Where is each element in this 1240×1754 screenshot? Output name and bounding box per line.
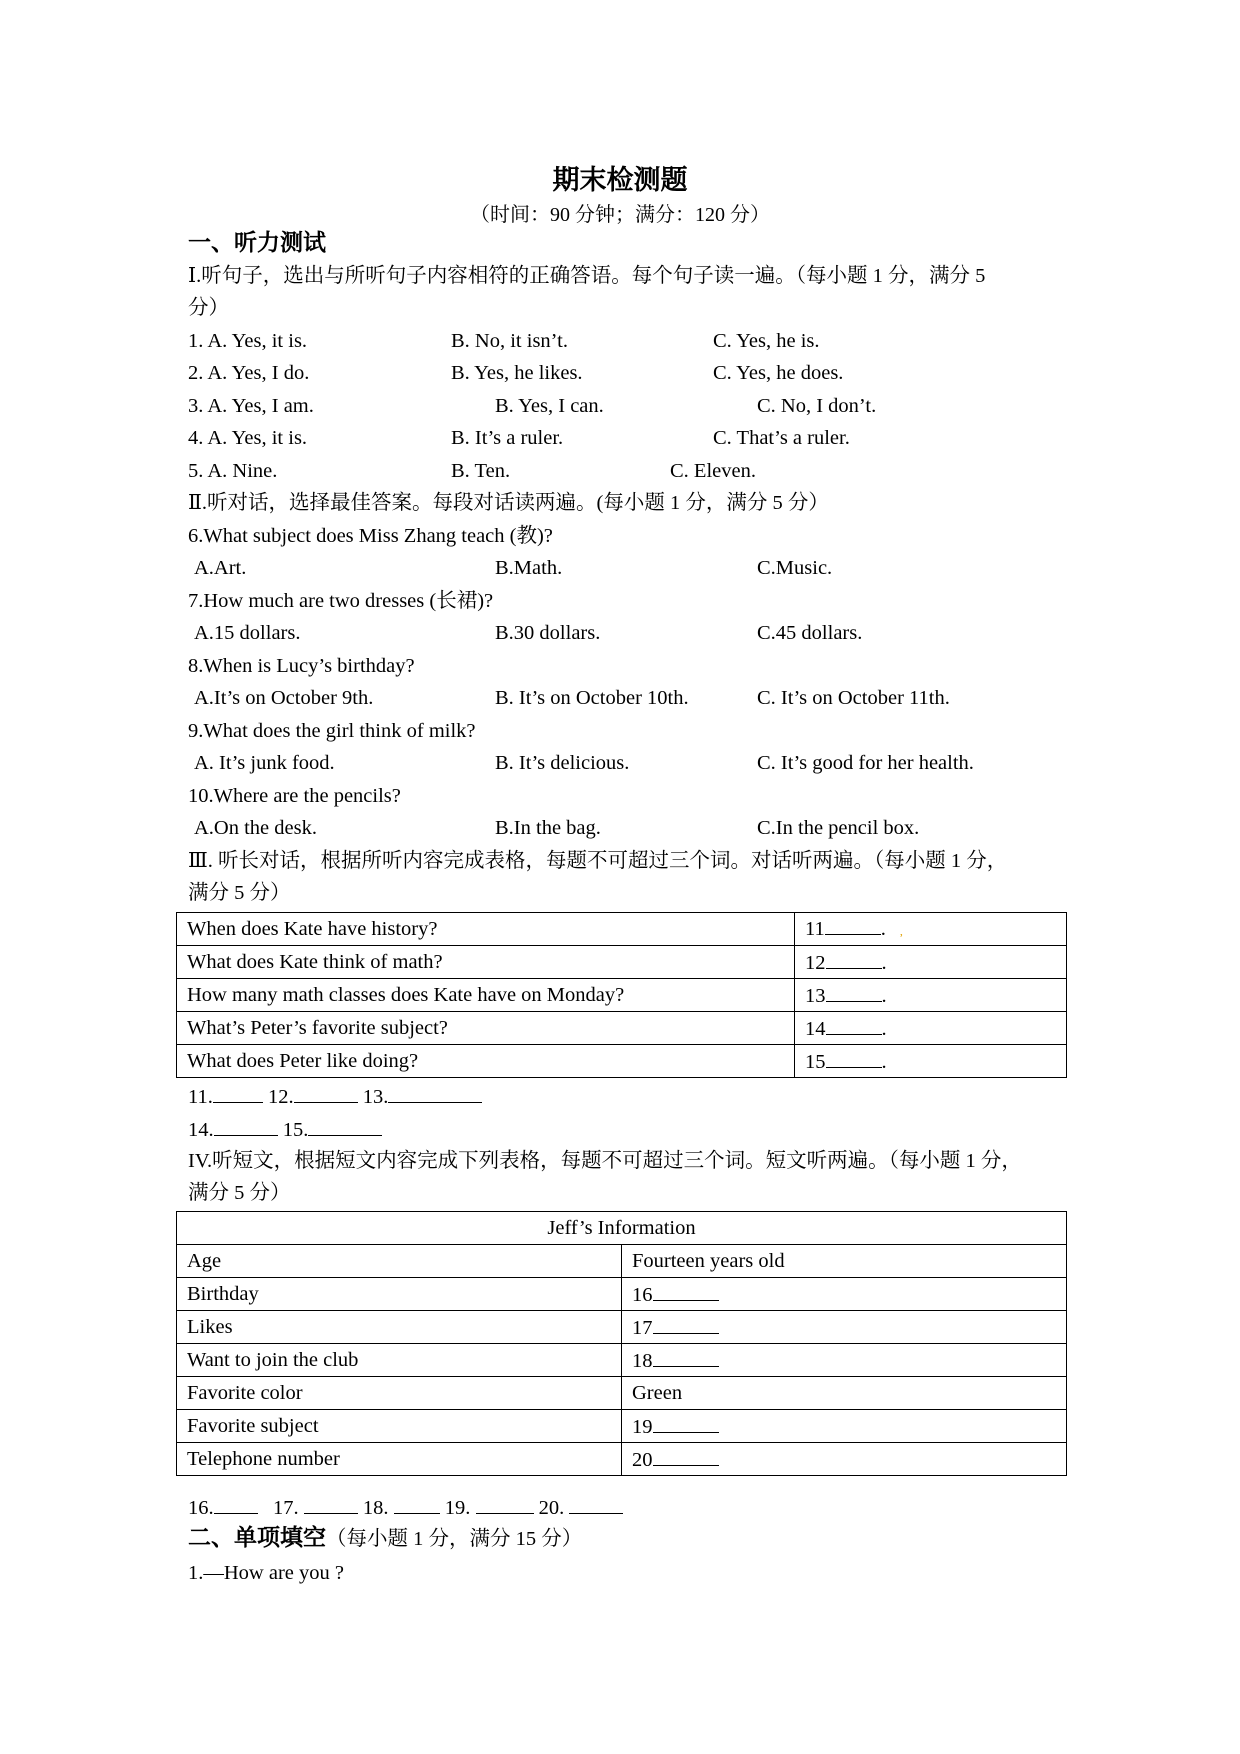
q8-question: 8.When is Lucy’s birthday? (188, 655, 415, 677)
table-cell-label: Telephone number (177, 1443, 622, 1476)
q6-option-b: B.Math. (495, 557, 563, 579)
table-row (177, 1045, 1067, 1078)
q1-option-c: C. Yes, he is. (713, 330, 820, 352)
section1-heading: 一、听力测试 (188, 230, 326, 256)
answer-blank[interactable] (394, 1493, 440, 1514)
answer-blank[interactable] (826, 948, 882, 969)
answer-label: 18. (362, 1497, 389, 1519)
answer-number: 20 (632, 1449, 653, 1471)
q9-option-c: C. It’s good for her health. (757, 752, 974, 774)
q5-option-a: 5. A. Nine. (188, 460, 278, 482)
part4-instruction: IV.听短文，根据短文内容完成下列表格，每题不可超过三个词。短文听两遍。（每小题 1 分， (188, 1150, 1022, 1172)
part3-instruction: Ⅲ. 听长对话，根据所听内容完成表格，每题不可超过三个词。对话听两遍。（每小题 1 分， (188, 850, 1008, 872)
part3-answers-line1 (188, 1082, 482, 1110)
table-cell-value (622, 1410, 1067, 1443)
table-cell-value: Fourteen years old (622, 1245, 1067, 1278)
part4-instruction-cont: 满分 5 分） (188, 1182, 291, 1204)
q1-option-b: B. No, it isn’t. (451, 330, 568, 352)
answer-blank[interactable] (304, 1493, 358, 1514)
answer-number: 16 (632, 1284, 653, 1306)
answer-blank[interactable] (826, 1014, 882, 1035)
answer-label: 14. (188, 1119, 214, 1141)
table-cell-question: What does Kate think of math? (177, 946, 795, 979)
table-row (177, 1245, 1067, 1278)
q7-question: 7.How much are two dresses (长裙)? (188, 590, 494, 612)
answer-blank[interactable] (825, 914, 881, 935)
page-title: 期末检测题 (552, 165, 688, 196)
part3-table (176, 912, 1067, 1078)
q10-option-a: A.On the desk. (194, 817, 317, 839)
answer-number: 19 (632, 1416, 653, 1438)
section2-q1: 1.—How are you ? (188, 1562, 344, 1584)
table-cell-value (622, 1311, 1067, 1344)
answer-label: 16. (188, 1497, 214, 1519)
part4-answers-line (188, 1493, 623, 1521)
part4-table (176, 1211, 1067, 1476)
table-cell-answer: 15 . (795, 1045, 1067, 1078)
answer-blank[interactable] (826, 1047, 882, 1068)
answer-number: 17 (632, 1317, 653, 1339)
answer-label: 17. (273, 1497, 299, 1519)
table-cell-label: Want to join the club (177, 1344, 622, 1377)
table-cell-answer: 14 . (795, 1012, 1067, 1045)
table-row (177, 946, 1067, 979)
table-row (177, 1012, 1067, 1045)
section2-note: （每小题 1 分，满分 15 分） (326, 1528, 583, 1550)
answer-blank[interactable] (388, 1082, 482, 1103)
q2-option-a: 2. A. Yes, I do. (188, 362, 310, 384)
table-cell-label: Favorite color (177, 1377, 622, 1410)
q8-option-a: A.It’s on October 9th. (194, 687, 374, 709)
q4-option-b: B. It’s a ruler. (451, 427, 564, 449)
q8-option-c: C. It’s on October 11th. (757, 687, 950, 709)
section2-title: 二、单项填空 (188, 1525, 326, 1551)
q6-question: 6.What subject does Miss Zhang teach (教)? (188, 525, 553, 547)
answer-blank[interactable] (569, 1493, 623, 1514)
answer-blank[interactable] (653, 1412, 719, 1433)
table-cell-question: When does Kate have history? (177, 913, 795, 946)
table-cell-answer: 13 . (795, 979, 1067, 1012)
q7-option-b: B.30 dollars. (495, 622, 601, 644)
table-cell-value: Green (622, 1377, 1067, 1410)
q5-option-c: C. Eleven. (670, 460, 756, 482)
q4-option-a: 4. A. Yes, it is. (188, 427, 308, 449)
q3-option-c: C. No, I don’t. (757, 395, 877, 417)
answer-blank[interactable] (476, 1493, 534, 1514)
answer-label: 19. (444, 1497, 471, 1519)
answer-label: 20. (538, 1497, 565, 1519)
table-cell-answer: 12 . (795, 946, 1067, 979)
q2-option-c: C. Yes, he does. (713, 362, 844, 384)
q10-option-c: C.In the pencil box. (757, 817, 920, 839)
q6-option-a: A.Art. (194, 557, 247, 579)
table-row (177, 1410, 1067, 1443)
q9-option-a: A. It’s junk food. (194, 752, 335, 774)
answer-number: 14 (805, 1018, 826, 1040)
answer-blank[interactable] (653, 1313, 719, 1334)
answer-label: 15. (282, 1119, 309, 1141)
table-cell-label: Favorite subject (177, 1410, 622, 1443)
table-row (177, 979, 1067, 1012)
answer-blank[interactable] (653, 1445, 719, 1466)
q7-option-c: C.45 dollars. (757, 622, 863, 644)
q10-option-b: B.In the bag. (495, 817, 601, 839)
table-title: Jeff’s Information (177, 1212, 1067, 1245)
table-cell-question: What’s Peter’s favorite subject? (177, 1012, 795, 1045)
answer-blank[interactable] (294, 1082, 358, 1103)
page-subtitle: （时间：90 分钟；满分：120 分） (470, 204, 770, 226)
q2-option-b: B. Yes, he likes. (451, 362, 583, 384)
answer-blank[interactable] (214, 1115, 278, 1136)
part1-instruction-cont: 分） (188, 297, 229, 319)
part2-instruction: Ⅱ.听对话，选择最佳答案。每段对话读两遍。(每小题 1 分，满分 5 分） (188, 492, 829, 514)
answer-number: 18 (632, 1350, 653, 1372)
q3-option-a: 3. A. Yes, I am. (188, 395, 314, 417)
table-row (177, 913, 1067, 946)
q4-option-c: C. That’s a ruler. (713, 427, 850, 449)
q10-question: 10.Where are the pencils? (188, 785, 401, 807)
answer-number: 13 (805, 985, 826, 1007)
table-cell-value (622, 1443, 1067, 1476)
table-cell-question: What does Peter like doing? (177, 1045, 795, 1078)
part3-instruction-cont: 满分 5 分） (188, 882, 291, 904)
table-cell-question: How many math classes does Kate have on Monday? (177, 979, 795, 1012)
answer-blank[interactable] (308, 1115, 382, 1136)
table-cell-value (622, 1344, 1067, 1377)
answer-blank[interactable] (653, 1280, 719, 1301)
answer-number: 11 (805, 918, 825, 940)
table-cell-answer: 11 . , (795, 913, 1067, 946)
part1-instruction: Ⅰ.听句子，选出与所听句子内容相符的正确答语。每个句子读一遍。（每小题 1 分，满分 5 (188, 265, 986, 287)
answer-blank[interactable] (214, 1493, 258, 1514)
answer-blank[interactable] (653, 1346, 719, 1367)
table-cell-label: Birthday (177, 1278, 622, 1311)
answer-number: 15 (805, 1051, 826, 1073)
q9-question: 9.What does the girl think of milk? (188, 720, 476, 742)
table-row (177, 1278, 1067, 1311)
q7-option-a: A.15 dollars. (194, 622, 301, 644)
answer-blank[interactable] (826, 981, 882, 1002)
q8-option-b: B. It’s on October 10th. (495, 687, 689, 709)
q9-option-b: B. It’s delicious. (495, 752, 630, 774)
section2-heading (188, 1525, 582, 1552)
answer-blank[interactable] (213, 1082, 263, 1103)
q6-option-c: C.Music. (757, 557, 833, 579)
table-cell-label: Age (177, 1245, 622, 1278)
q1-option-a: 1. A. Yes, it is. (188, 330, 308, 352)
answer-label: 11. (188, 1086, 213, 1108)
table-cell-value (622, 1278, 1067, 1311)
answer-number: 12 (805, 952, 826, 974)
table-row (177, 1311, 1067, 1344)
q3-option-b: B. Yes, I can. (495, 395, 604, 417)
table-row (177, 1344, 1067, 1377)
part3-answers-line2 (188, 1115, 382, 1143)
table-header-row (177, 1212, 1067, 1245)
answer-label: 12. (268, 1086, 294, 1108)
table-cell-label: Likes (177, 1311, 622, 1344)
table-row (177, 1377, 1067, 1410)
table-row (177, 1443, 1067, 1476)
q5-option-b: B. Ten. (451, 460, 511, 482)
answer-label: 13. (362, 1086, 389, 1108)
